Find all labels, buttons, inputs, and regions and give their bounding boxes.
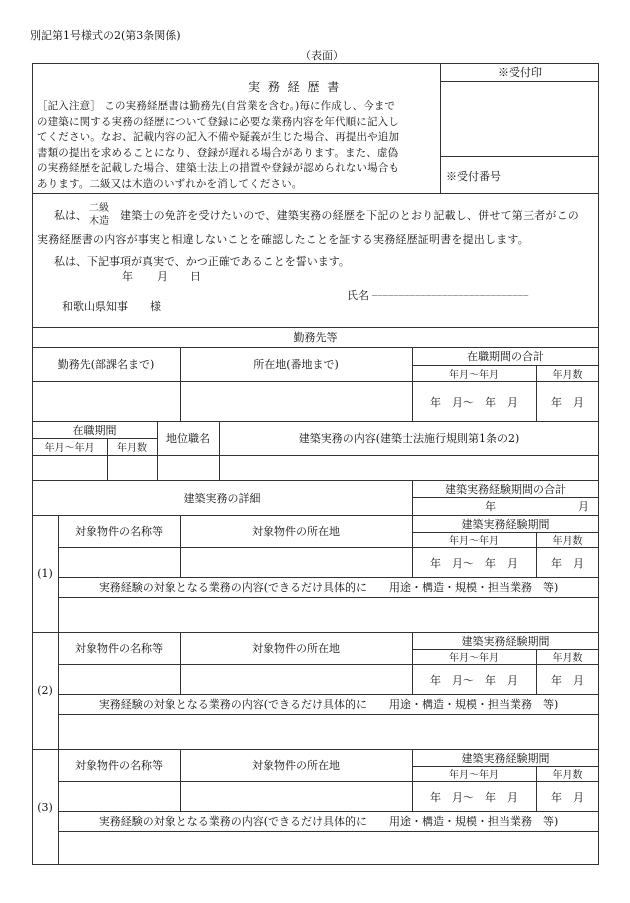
instructions	[37, 99, 439, 192]
property-location-header: 対象物件の所在地	[252, 642, 340, 655]
instruction-line: の実務経歴を記載した場合、建築士法上の措置や登録が認められない場合も	[37, 162, 400, 174]
page-side: （表面）	[300, 49, 344, 62]
position-input[interactable]	[158, 456, 219, 480]
date-year[interactable]: 年	[122, 270, 133, 283]
detail-item-number: (3)	[37, 800, 53, 814]
exp-count-header: 年月数	[552, 770, 583, 781]
property-name-field[interactable]	[59, 665, 180, 694]
property-location-field[interactable]	[181, 548, 412, 577]
tenure-range-input[interactable]	[33, 456, 107, 480]
receipt-number-label: ※受付番号	[446, 170, 501, 183]
detail-item-number: (2)	[37, 684, 53, 697]
exp-total-month[interactable]: 月	[578, 500, 589, 513]
exp-count-header: 年月数	[552, 653, 583, 664]
name-field[interactable]: _____________________________	[372, 285, 529, 296]
form-id: 別記第1号様式の2(第3条関係)	[30, 29, 181, 42]
position-header: 地位職名	[166, 432, 210, 445]
receipt-stamp-box[interactable]	[441, 82, 599, 156]
exp-range-header: 年月～年月	[449, 536, 499, 547]
instruction-line: の建築に関する実務の経歴について登録に必要な業務内容を年代順に記入し	[37, 115, 399, 128]
exp-total-header: 建築実務経験期間の合計	[445, 482, 566, 496]
work-content-label: 実務経験の対象となる業務の内容(できるだけ具体的に 用途・構造・規模・担当業務 等)	[98, 815, 559, 828]
tenure-count-field[interactable]: 年 月	[551, 395, 584, 409]
grade-wooden[interactable]: 木造	[89, 216, 109, 227]
property-name-field[interactable]	[59, 782, 180, 811]
employment-section-title: 勤務先等	[293, 331, 338, 344]
exp-count-field[interactable]: 年 月	[551, 673, 584, 687]
work-content-field[interactable]	[59, 832, 599, 865]
tenure-header: 在職期間	[72, 423, 117, 437]
instruction-line: ［記入注意］ この実務経歴書は勤務先(自営業を含む。)毎に作成し、今まで	[37, 100, 396, 112]
work-content-label: 実務経験の対象となる業務の内容(できるだけ具体的に 用途・構造・規模・担当業務 等)	[98, 581, 559, 594]
exp-period-header: 建築実務経験期間	[461, 634, 550, 648]
work-content-input[interactable]	[220, 456, 599, 480]
exp-period-header: 建築実務経験期間	[461, 517, 550, 531]
declaration-line-1: 建築士の免許を受けたいので、建築実務の経歴を下記のとおり記載し、併せて第三者がこの	[120, 209, 579, 222]
receipt-stamp-label: ※受付印	[498, 66, 542, 79]
tenure-count-input[interactable]	[108, 456, 157, 480]
instruction-line: てください。なお、記載内容の記入不備や疑義が生じた場合、再提出や追加	[37, 131, 400, 143]
details-section-title: 建築実務の詳細	[183, 491, 261, 505]
grade-second[interactable]: 二級	[89, 203, 109, 214]
workplace-field[interactable]	[33, 382, 180, 421]
addressee: 和歌山県知事 様	[62, 300, 161, 313]
ym-count-header: 年月数	[552, 369, 583, 381]
property-location-field[interactable]	[181, 782, 412, 811]
declaration-prefix: 私は、	[54, 209, 87, 222]
instruction-line: あります。二級又は木造のいずれかを消してください。	[37, 177, 303, 190]
property-name-field[interactable]	[59, 548, 180, 577]
property-location-header: 対象物件の所在地	[252, 759, 340, 772]
property-name-header: 対象物件の名称等	[75, 759, 163, 772]
property-name-header: 対象物件の名称等	[75, 642, 163, 655]
work-content-field[interactable]	[59, 598, 599, 632]
property-name-header: 対象物件の名称等	[75, 525, 163, 538]
detail-item-number: (1)	[37, 567, 53, 580]
tenure-range-header: 年月～年月	[44, 443, 95, 454]
property-location-header: 対象物件の所在地	[252, 525, 340, 538]
work-content-header: 建築実務の内容(建築士法施行規則第1条の2)	[298, 432, 520, 445]
declaration-line-2: 実務経歴書の内容が事実と相違しないことを確認したことを証する実務経歴証明書を提出します。	[37, 233, 529, 246]
property-location-field[interactable]	[181, 665, 412, 694]
exp-total-year[interactable]: 年	[485, 500, 496, 513]
tenure-count-header: 年月数	[117, 443, 147, 454]
exp-range-header: 年月～年月	[449, 653, 499, 664]
exp-count-field[interactable]: 年 月	[551, 556, 584, 570]
location-field[interactable]	[181, 382, 412, 421]
work-content-field[interactable]	[59, 715, 599, 749]
location-header: 所在地(番地まで)	[253, 358, 339, 371]
date-month[interactable]: 月	[157, 270, 168, 283]
exp-period-header: 建築実務経験期間	[461, 751, 550, 765]
exp-count-header: 年月数	[552, 536, 583, 547]
date-day[interactable]: 日	[190, 270, 201, 283]
exp-count-field[interactable]: 年 月	[551, 790, 584, 804]
exp-range-field[interactable]: 年 月～ 年 月	[430, 790, 518, 804]
oath-text: 私は、下記事項が真実で、かつ正確であることを誓います。	[54, 255, 350, 268]
tenure-range-field[interactable]: 年 月～ 年 月	[430, 395, 518, 409]
page-title: 実 務 経 歴 書	[248, 80, 342, 94]
exp-range-header: 年月～年月	[449, 770, 499, 781]
workplace-header: 勤務先(部課名まで)	[57, 358, 155, 371]
name-label: 氏名	[347, 289, 369, 302]
work-content-label: 実務経験の対象となる業務の内容(できるだけ具体的に 用途・構造・規模・担当業務 等)	[98, 698, 559, 711]
exp-range-field[interactable]: 年 月～ 年 月	[430, 673, 518, 687]
ym-range-header: 年月～年月	[449, 369, 499, 381]
exp-range-field[interactable]: 年 月～ 年 月	[430, 556, 518, 570]
tenure-total-header: 在職期間の合計	[467, 350, 544, 363]
instruction-line: 書類の提出を求めることになり、登録が遅れる場合があります。また、虚偽	[37, 146, 399, 159]
